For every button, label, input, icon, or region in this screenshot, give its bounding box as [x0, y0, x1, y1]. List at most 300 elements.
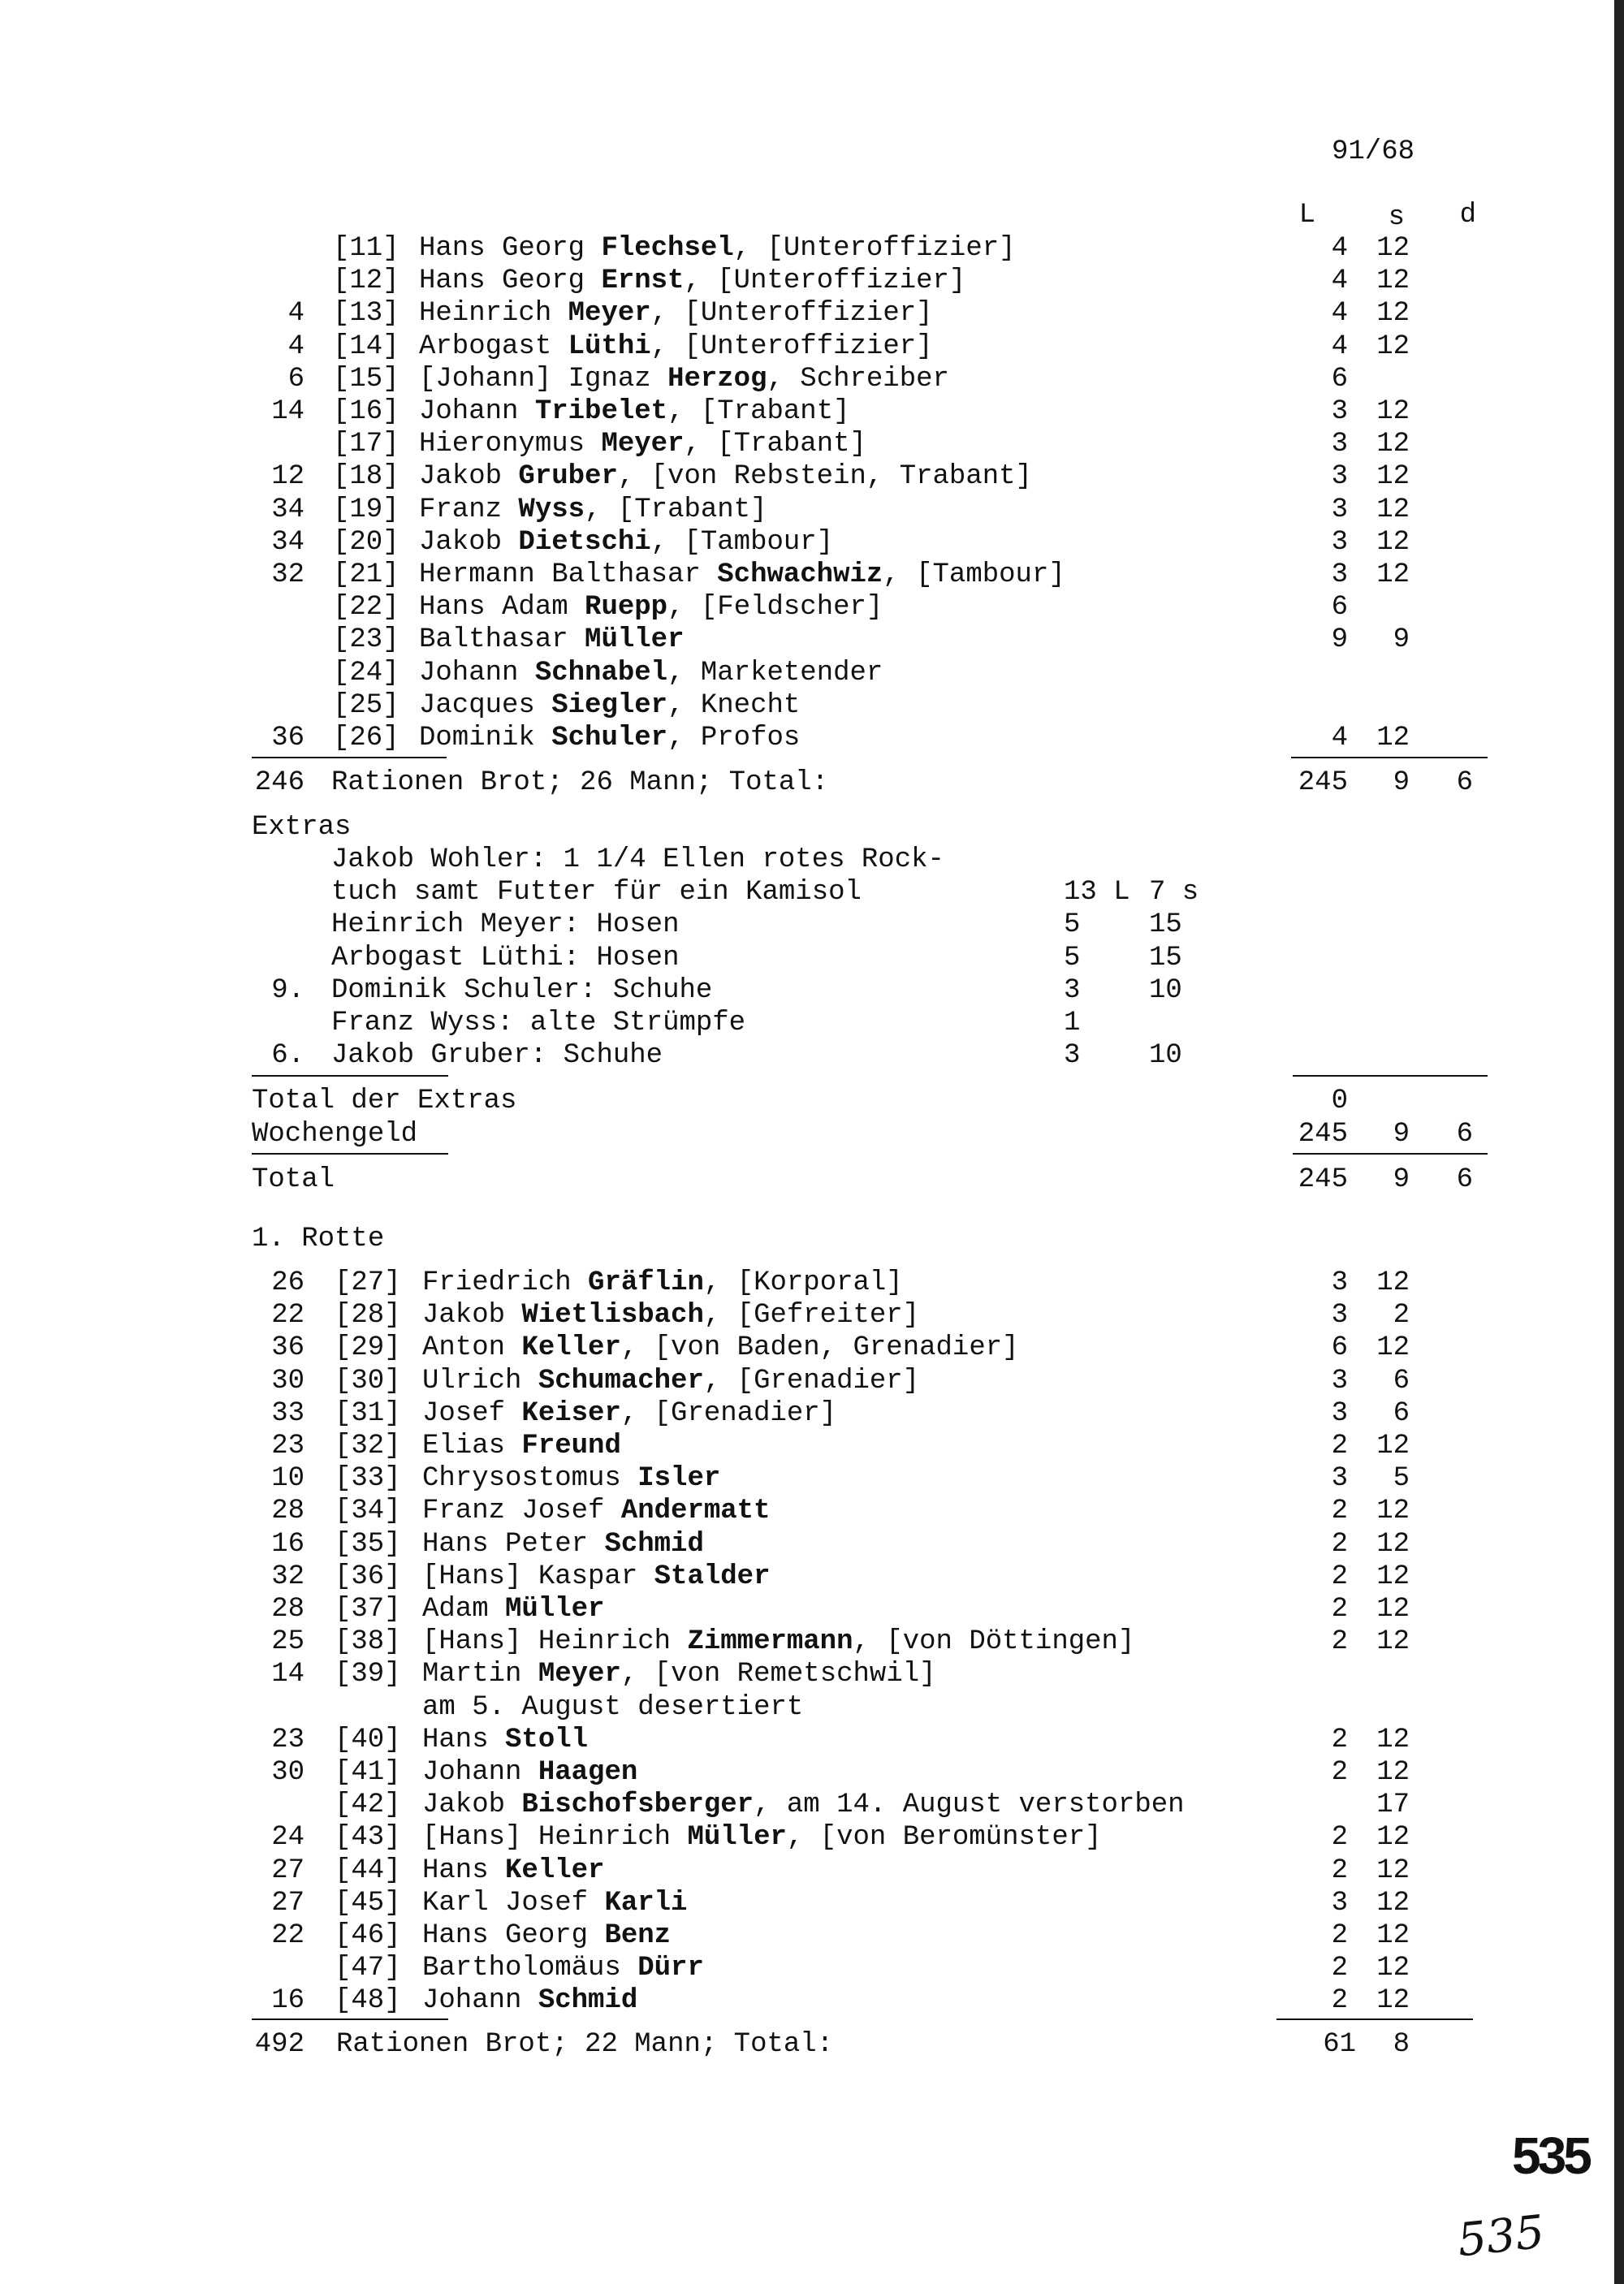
rule-left-1	[252, 757, 447, 758]
entry-index: [27]	[335, 1267, 401, 1298]
amount-l: 6	[1331, 592, 1348, 624]
surname: Schnabel	[534, 657, 668, 689]
person-row	[0, 526, 1624, 559]
ration-number: 14	[271, 396, 304, 427]
amount-s: 12	[1376, 1822, 1410, 1854]
ration-number: 24	[271, 1822, 304, 1854]
person-name	[422, 1561, 770, 1593]
amount-s: 12	[1376, 1267, 1410, 1298]
amount-s: 12	[1376, 1594, 1410, 1625]
person-row	[0, 1724, 1624, 1756]
extras-amount-b: 15	[1149, 909, 1182, 941]
name-prefix: [Hans] Heinrich	[422, 1626, 688, 1658]
ration-number: 36	[271, 1332, 304, 1364]
person-name	[419, 591, 883, 624]
entry-index: [48]	[335, 1985, 401, 2017]
amount-l: 2	[1331, 1496, 1348, 1527]
person-name	[422, 1756, 637, 1789]
person-row	[0, 460, 1624, 493]
person-row	[0, 1658, 1624, 1690]
person-name	[422, 1495, 770, 1527]
entry-index: [40]	[335, 1724, 401, 1755]
person-name	[422, 1724, 588, 1756]
amount-l: 4	[1331, 298, 1348, 330]
extras-amount-a: 1	[1064, 1008, 1081, 1038]
entry-index: [18]	[333, 461, 400, 493]
person-row	[0, 1561, 1624, 1593]
amount-l: 2	[1331, 1953, 1348, 1984]
name-suffix: , [Tambour]	[883, 559, 1065, 590]
name-prefix: Jacques	[419, 689, 552, 721]
person-name	[419, 559, 1065, 591]
amount-l: 2	[1331, 1431, 1348, 1462]
ration-number: 26	[271, 1267, 304, 1298]
amount-l: 3	[1331, 396, 1348, 427]
surname: Gruber	[518, 461, 618, 493]
name-suffix: , Schreiber	[767, 363, 949, 395]
amount-s: 12	[1376, 1332, 1410, 1364]
name-prefix: Adam	[422, 1594, 506, 1625]
amount-s: 12	[1376, 526, 1410, 558]
amount-s: 12	[1376, 233, 1410, 264]
rotte-total-l: 61	[1323, 2029, 1356, 2060]
person-row	[0, 363, 1624, 395]
amount-s: 17	[1376, 1790, 1410, 1821]
name-prefix: Jakob	[422, 1300, 522, 1332]
amount-l: 3	[1331, 1300, 1348, 1332]
entry-index: [46]	[335, 1920, 401, 1951]
amount-s: 12	[1376, 494, 1410, 525]
entry-index: [36]	[335, 1561, 401, 1592]
amount-l: 2	[1331, 1757, 1348, 1788]
extras-amount-a: 5	[1064, 909, 1081, 941]
name-prefix: Johann	[422, 1985, 538, 2017]
surname: Müller	[687, 1822, 787, 1854]
surname: Schwachwiz	[717, 559, 883, 590]
extras-number: 9.	[271, 974, 304, 1006]
ration-number: 27	[271, 1887, 304, 1919]
amount-l: 2	[1331, 1854, 1348, 1886]
amount-s: 12	[1376, 1854, 1410, 1886]
person-row	[0, 1984, 1624, 2017]
name-suffix: , [von Beromünster]	[786, 1822, 1102, 1854]
amount-s: 2	[1393, 1300, 1410, 1332]
entry-index: [11]	[333, 233, 400, 264]
amount-l: 2	[1331, 1724, 1348, 1755]
ration-number: 12	[271, 461, 304, 493]
name-prefix: Martin	[422, 1659, 538, 1690]
extras-row	[0, 909, 1624, 941]
surname: Stalder	[654, 1561, 771, 1592]
name-prefix: Chrysostomus	[422, 1463, 638, 1495]
person-row	[0, 559, 1624, 591]
person-row	[0, 722, 1624, 754]
entry-index: [42]	[335, 1790, 401, 1821]
wache-total-row	[0, 766, 1624, 799]
ration-number: 22	[271, 1920, 304, 1951]
amount-l: 6	[1331, 363, 1348, 395]
rotte-heading: 1. Rotte	[252, 1224, 385, 1254]
surname: Müller	[585, 624, 685, 656]
person-row	[0, 232, 1624, 265]
extras-heading: Extras	[252, 812, 352, 843]
name-suffix: , Marketender	[667, 657, 883, 689]
surname: Keiser	[521, 1397, 621, 1429]
entry-index: [29]	[335, 1332, 401, 1364]
column-header-l: L	[1298, 200, 1315, 231]
extras-row	[0, 974, 1624, 1007]
entry-index: [45]	[335, 1887, 401, 1919]
entry-index: [28]	[335, 1300, 401, 1332]
person-name	[419, 494, 767, 526]
amount-l: 3	[1331, 1463, 1348, 1495]
extras-text: Arbogast Lüthi: Hosen	[331, 942, 680, 974]
entry-index: [17]	[333, 429, 400, 460]
column-header-d: d	[1459, 200, 1476, 231]
person-name	[419, 657, 883, 689]
extras-row	[0, 1039, 1624, 1072]
ration-number: 34	[271, 526, 304, 558]
name-suffix: , [von Baden, Grenadier]	[620, 1332, 1019, 1364]
amount-l: 3	[1331, 1887, 1348, 1919]
person-name	[422, 1984, 637, 2017]
amount-l: 2	[1331, 1528, 1348, 1560]
amount-l: 3	[1331, 429, 1348, 460]
surname: Schuler	[551, 723, 668, 753]
amount-l: 3	[1331, 494, 1348, 525]
surname: Ernst	[601, 266, 685, 297]
name-suffix: , [Korporal]	[703, 1267, 903, 1298]
person-name	[419, 460, 1032, 493]
ration-number: 16	[271, 1985, 304, 2017]
entry-index: [34]	[335, 1496, 401, 1527]
ration-number: 32	[271, 559, 304, 590]
name-prefix: Ulrich	[422, 1365, 538, 1397]
surname: Müller	[505, 1594, 605, 1625]
name-suffix: , [Unteroffizier]	[733, 233, 1016, 264]
name-suffix: , [Trabant]	[667, 396, 850, 427]
name-suffix: , Knecht	[667, 689, 801, 721]
person-name	[422, 1789, 1185, 1821]
ration-number: 4	[287, 330, 304, 362]
surname: Schmid	[604, 1528, 704, 1560]
rotte-total-s: 8	[1393, 2029, 1410, 2060]
person-name	[419, 232, 1016, 265]
entry-index: [43]	[335, 1822, 401, 1854]
name-prefix: Bartholomäus	[422, 1953, 638, 1984]
person-name	[419, 330, 933, 363]
surname: Tribelet	[534, 396, 668, 427]
extras-text: tuch samt Futter für ein Kamisol	[331, 877, 862, 909]
name-prefix: Hieronymus	[419, 429, 602, 460]
ration-number: 27	[271, 1854, 304, 1886]
name-prefix: am 5. August desertiert	[422, 1691, 804, 1723]
person-row	[0, 657, 1624, 689]
amount-l: 2	[1331, 1626, 1348, 1658]
surname: Zimmermann	[687, 1626, 853, 1658]
name-prefix: Josef	[422, 1397, 522, 1429]
person-name	[422, 1462, 720, 1495]
amount-s: 12	[1376, 1920, 1410, 1951]
person-row	[0, 1397, 1624, 1430]
surname: Andermatt	[620, 1496, 771, 1527]
person-name	[419, 363, 949, 395]
person-row	[0, 330, 1624, 363]
surname: Dürr	[637, 1953, 704, 1984]
entry-index: [38]	[335, 1626, 401, 1658]
surname: Wietlisbach	[521, 1300, 704, 1332]
amount-l: 3	[1331, 461, 1348, 493]
amount-l: 3	[1331, 559, 1348, 590]
amount-s: 12	[1376, 559, 1410, 590]
amount-s: 12	[1376, 1887, 1410, 1919]
extras-row	[0, 942, 1624, 974]
rule-left-4	[252, 2018, 448, 2020]
entry-index: [26]	[333, 723, 400, 753]
name-suffix: , [Unteroffizier]	[650, 298, 933, 330]
entry-index: [31]	[335, 1397, 401, 1429]
surname: Meyer	[538, 1659, 621, 1690]
wache-total-d: 6	[1456, 767, 1473, 798]
person-row	[0, 1299, 1624, 1332]
extras-row	[0, 844, 1624, 876]
ration-number: 30	[271, 1757, 304, 1788]
amount-s: 12	[1376, 1724, 1410, 1755]
ration-number: 4	[287, 298, 304, 330]
ration-number: 10	[271, 1463, 304, 1495]
person-row	[0, 1952, 1624, 1984]
ration-number: 23	[271, 1431, 304, 1462]
ration-number: 6	[287, 363, 304, 395]
extras-amount-a: 3	[1064, 974, 1081, 1006]
amount-s: 12	[1376, 266, 1410, 297]
person-name	[422, 1430, 621, 1462]
name-prefix: Heinrich	[419, 298, 568, 330]
amount-l: 2	[1331, 1594, 1348, 1625]
entry-index: [23]	[333, 624, 400, 656]
entry-index: [25]	[333, 689, 400, 721]
entry-index: [37]	[335, 1594, 401, 1625]
name-suffix: , Profos	[667, 723, 801, 753]
name-prefix: Hans	[422, 1724, 506, 1755]
amount-l: 2	[1331, 1822, 1348, 1854]
rotte-total-rations: 492	[254, 2029, 304, 2060]
entry-index: [22]	[333, 592, 400, 624]
totals-row	[0, 1085, 1624, 1117]
name-prefix: Hermann Balthasar	[419, 559, 718, 590]
person-row	[0, 689, 1624, 722]
amount-l: 2	[1331, 1561, 1348, 1592]
extras-amount-b: 10	[1149, 974, 1182, 1006]
name-suffix: , [Tambour]	[650, 526, 834, 558]
surname: Schmid	[538, 1985, 638, 2017]
extras-amount-a: 13 L	[1064, 877, 1130, 909]
wache-total-s: 9	[1393, 767, 1410, 798]
name-suffix: , [Feldscher]	[667, 592, 883, 624]
extras-text: Dominik Schuler: Schuhe	[331, 974, 713, 1006]
person-row	[0, 494, 1624, 526]
name-prefix: Elias	[422, 1431, 522, 1462]
ration-number: 16	[271, 1528, 304, 1560]
person-row	[0, 395, 1624, 428]
amount-l: 9	[1331, 624, 1348, 656]
person-name	[419, 624, 684, 656]
amount-s: 5	[1393, 1463, 1410, 1495]
amount-s: 12	[1376, 1626, 1410, 1658]
amount-s: 12	[1376, 1953, 1410, 1984]
surname: Herzog	[667, 363, 767, 395]
surname: Keller	[521, 1332, 621, 1364]
totals-label: Total	[252, 1164, 335, 1195]
amount-l: 3	[1331, 1267, 1348, 1298]
name-prefix: [Johann] Ignaz	[419, 363, 668, 395]
rule-right-4	[1276, 2018, 1473, 2020]
amount-s: 12	[1376, 723, 1410, 753]
totals-label: Wochengeld	[252, 1119, 418, 1150]
amount-s: 12	[1376, 396, 1410, 427]
surname: Stoll	[505, 1724, 589, 1755]
amount-s: 12	[1376, 1528, 1410, 1560]
person-name	[422, 1691, 803, 1724]
extras-amount-b: 15	[1149, 942, 1182, 974]
name-suffix: , [Grenadier]	[703, 1365, 920, 1397]
entry-index: [44]	[335, 1854, 401, 1886]
extras-text: Franz Wyss: alte Strümpfe	[331, 1008, 746, 1038]
name-prefix: Hans Georg	[419, 233, 602, 264]
name-prefix: Anton	[422, 1332, 522, 1364]
entry-index: [19]	[333, 494, 400, 525]
entry-index: [33]	[335, 1463, 401, 1495]
rule-left-2	[252, 1075, 448, 1077]
amount-s: 12	[1376, 1561, 1410, 1592]
amount-s: 12	[1376, 1985, 1410, 2017]
entry-index: [14]	[333, 330, 400, 362]
name-prefix: [Hans] Heinrich	[422, 1822, 688, 1854]
totals-d: 6	[1456, 1119, 1473, 1150]
surname: Karli	[604, 1887, 688, 1919]
person-row	[0, 1756, 1624, 1789]
amount-s: 12	[1376, 429, 1410, 460]
name-prefix: Balthasar	[419, 624, 585, 656]
extras-amount-a: 5	[1064, 942, 1081, 974]
totals-l: 0	[1331, 1086, 1348, 1116]
person-row	[0, 1789, 1624, 1821]
totals-d: 6	[1456, 1164, 1473, 1195]
name-prefix: Dominik	[419, 723, 552, 753]
name-suffix: , [Grenadier]	[620, 1397, 837, 1429]
ration-number: 36	[271, 723, 304, 753]
person-row	[0, 1593, 1624, 1626]
person-name	[422, 1626, 1134, 1658]
person-name	[419, 265, 965, 297]
extras-text: Heinrich Meyer: Hosen	[331, 909, 680, 941]
amount-s: 9	[1393, 624, 1410, 656]
person-row	[0, 1495, 1624, 1527]
surname: Wyss	[518, 494, 585, 525]
name-prefix: Hans Adam	[419, 592, 585, 624]
amount-l: 2	[1331, 1920, 1348, 1951]
name-suffix: , [Gefreiter]	[703, 1300, 920, 1332]
name-prefix: Johann	[419, 657, 535, 689]
person-name	[419, 297, 933, 330]
archive-stamp: 535	[1512, 2126, 1589, 2185]
person-row	[0, 1267, 1624, 1299]
person-name	[422, 1365, 919, 1397]
extras-row	[0, 1007, 1624, 1039]
entry-index: [24]	[333, 657, 400, 689]
extras-amount-a: 3	[1064, 1040, 1081, 1072]
ration-number: 22	[271, 1300, 304, 1332]
name-suffix: , [Unteroffizier]	[684, 266, 966, 297]
totals-l: 245	[1298, 1164, 1348, 1195]
surname: Flechsel	[601, 233, 734, 264]
name-prefix: Jakob	[419, 526, 519, 558]
rotte-total-label: Rationen Brot; 22 Mann; Total:	[336, 2029, 834, 2060]
entry-index: [41]	[335, 1757, 401, 1788]
ration-number: 30	[271, 1365, 304, 1397]
name-prefix: Arbogast	[419, 330, 568, 362]
name-prefix: Johann	[419, 396, 535, 427]
person-row	[0, 1462, 1624, 1495]
surname: Siegler	[551, 689, 668, 721]
name-suffix: , [Trabant]	[684, 429, 866, 460]
rotte-total-row	[0, 2028, 1624, 2061]
person-row	[0, 591, 1624, 624]
person-name	[419, 428, 866, 460]
entry-index: [32]	[335, 1431, 401, 1462]
person-name	[422, 1821, 1102, 1854]
extras-text: Jakob Gruber: Schuhe	[331, 1040, 663, 1072]
amount-l: 3	[1331, 1397, 1348, 1429]
amount-s: 12	[1376, 1431, 1410, 1462]
amount-s: 6	[1393, 1397, 1410, 1429]
person-name	[422, 1267, 903, 1299]
wache-total-l: 245	[1298, 767, 1348, 798]
name-prefix: Hans Georg	[419, 266, 602, 297]
entry-index: [12]	[333, 266, 400, 297]
surname: Schumacher	[538, 1365, 704, 1397]
name-suffix: , [von Remetschwil]	[620, 1659, 936, 1690]
person-row	[0, 1528, 1624, 1561]
entry-index: [20]	[333, 526, 400, 558]
person-name	[422, 1658, 936, 1690]
extras-amount-b: 10	[1149, 1040, 1182, 1072]
totals-l: 245	[1298, 1119, 1348, 1150]
surname: Bischofsberger	[521, 1790, 754, 1821]
surname: Ruepp	[585, 592, 668, 624]
name-suffix: , [Trabant]	[585, 494, 767, 525]
amount-l: 4	[1331, 266, 1348, 297]
amount-l: 6	[1331, 1332, 1348, 1364]
person-name	[422, 1528, 704, 1561]
name-prefix: Franz	[419, 494, 519, 525]
person-row	[0, 1854, 1624, 1887]
totals-label: Total der Extras	[252, 1086, 517, 1116]
entry-index: [13]	[333, 298, 400, 330]
amount-l: 2	[1331, 1985, 1348, 2017]
extras-row	[0, 876, 1624, 909]
entry-index: [21]	[333, 559, 400, 590]
amount-s: 12	[1376, 1496, 1410, 1527]
amount-s: 12	[1376, 330, 1410, 362]
ration-number: 28	[271, 1496, 304, 1527]
person-row	[0, 1821, 1624, 1854]
ration-number: 32	[271, 1561, 304, 1592]
extras-number: 6.	[271, 1040, 304, 1072]
surname: Keller	[505, 1854, 605, 1886]
rule-right-2	[1293, 1075, 1488, 1077]
name-prefix: Franz Josef	[422, 1496, 621, 1527]
